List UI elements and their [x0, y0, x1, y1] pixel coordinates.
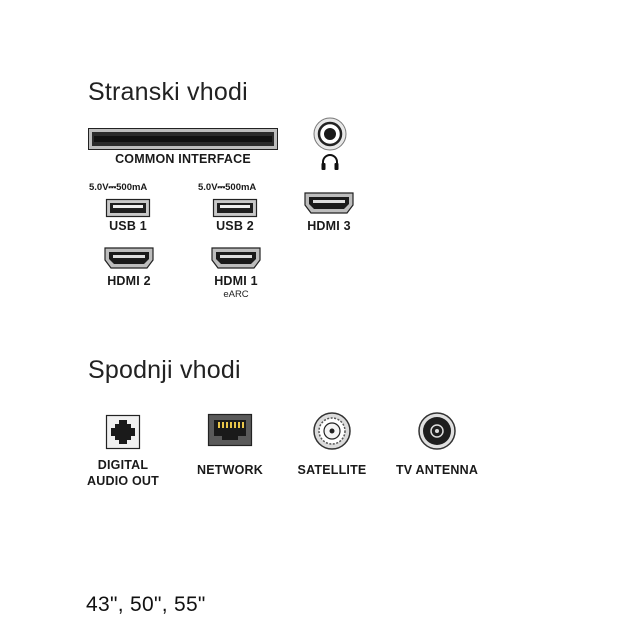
digital-audio-port [106, 415, 140, 449]
usb2-label: USB 2 [216, 219, 254, 233]
satellite-label: SATELLITE [297, 463, 367, 477]
common-interface-port [88, 128, 278, 150]
hdmi3-port [304, 192, 354, 214]
digital-audio-label-line1: DIGITAL [97, 458, 149, 472]
satellite-port [313, 412, 351, 450]
optical-port-icon [106, 415, 140, 449]
hdmi1-port [211, 247, 261, 269]
usb1-port [106, 199, 150, 217]
headphone-port [313, 117, 347, 151]
hdmi-port-icon [211, 247, 261, 269]
ethernet-port-icon [208, 414, 252, 446]
satellite-port-icon [313, 412, 351, 450]
hdmi2-label: HDMI 2 [107, 274, 151, 288]
hdmi1-earc-label: eARC [223, 289, 249, 300]
ci-slot-icon [88, 128, 278, 150]
tv-antenna-label: TV ANTENNA [395, 463, 479, 477]
headphone-jack-icon [313, 117, 347, 151]
common-interface-label: COMMON INTERFACE [115, 152, 251, 166]
antenna-port-icon [418, 412, 456, 450]
usb1-spec: 5.0V⎓500mA [89, 182, 148, 193]
hdmi-port-icon [304, 192, 354, 214]
digital-audio-label [78, 457, 168, 489]
usb2-port [213, 199, 257, 217]
side-inputs-title: Stranski vhodi [88, 78, 248, 106]
usb-port-icon [213, 199, 257, 217]
hdmi1-label: HDMI 1 [214, 274, 258, 288]
hdmi-port-icon [104, 247, 154, 269]
headphone-icon [320, 153, 340, 171]
bottom-inputs-title: Spodnji vhodi [88, 356, 241, 384]
usb2-spec: 5.0V⎓500mA [198, 182, 257, 193]
usb-port-icon [106, 199, 150, 217]
screen-sizes: 43", 50", 55" [86, 593, 206, 616]
network-port [208, 414, 252, 446]
hdmi2-port [104, 247, 154, 269]
digital-audio-label-line2: AUDIO OUT [87, 474, 159, 488]
tv-antenna-port [418, 412, 456, 450]
hdmi3-label: HDMI 3 [307, 219, 351, 233]
network-label: NETWORK [197, 463, 263, 477]
usb1-label: USB 1 [109, 219, 147, 233]
